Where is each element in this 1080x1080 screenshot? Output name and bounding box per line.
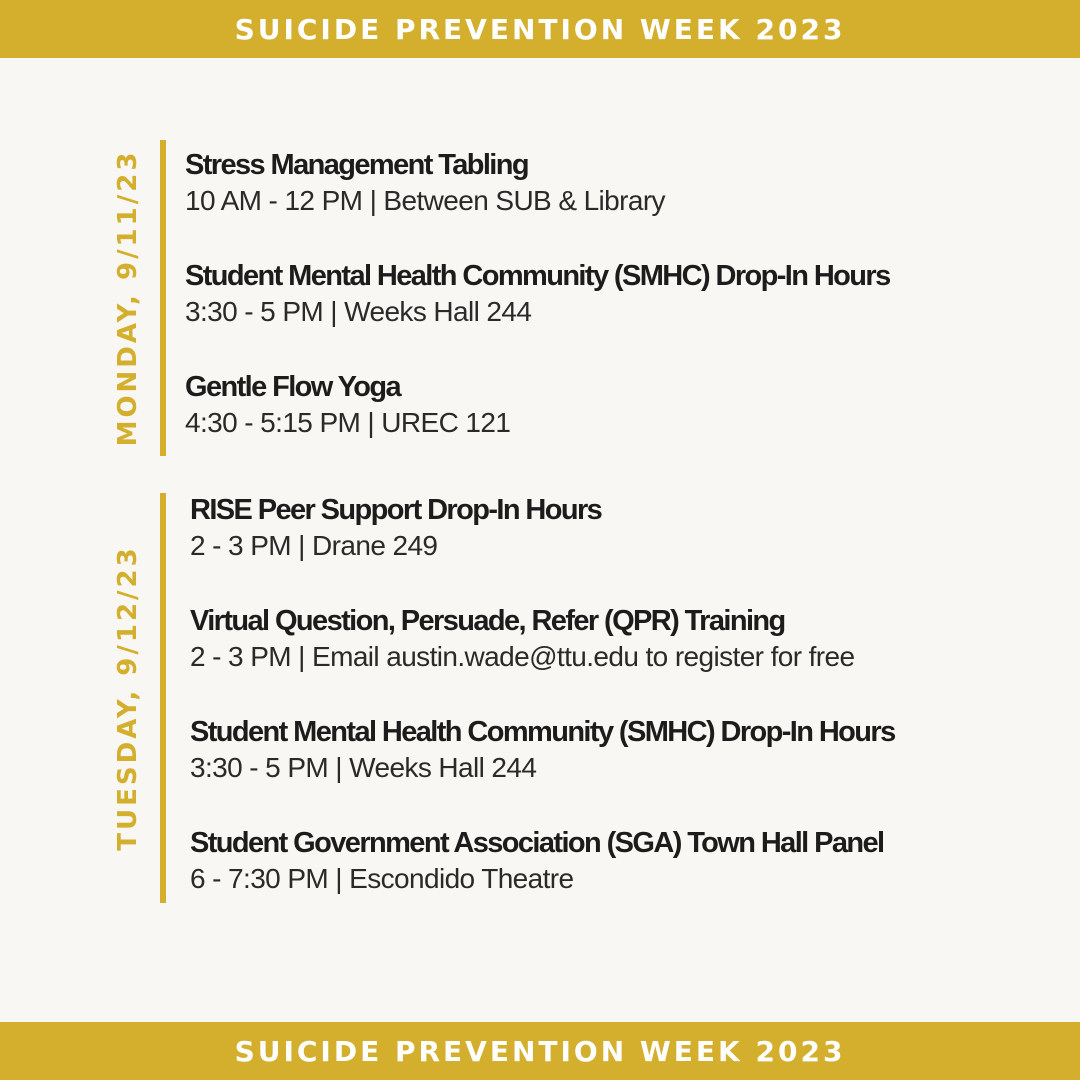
- day-divider-bar: [160, 140, 166, 456]
- day-label-monday: MONDAY, 9/11/23: [113, 149, 143, 447]
- event-detail: 2 - 3 PM | Drane 249: [190, 530, 438, 561]
- day-divider-bar: [160, 493, 166, 903]
- event-item: [190, 492, 990, 564]
- event-detail: 10 AM - 12 PM | Between SUB & Library: [185, 185, 665, 216]
- banner-title: SUICIDE PREVENTION WEEK 2023: [234, 12, 846, 46]
- event-item: [190, 714, 990, 786]
- event-detail: 6 - 7:30 PM | Escondido Theatre: [190, 863, 574, 894]
- banner-title: SUICIDE PREVENTION WEEK 2023: [234, 1034, 846, 1068]
- event-item: [190, 603, 990, 675]
- event-title: Virtual Question, Persuade, Refer (QPR) Training: [190, 605, 785, 637]
- event-detail: 2 - 3 PM | Email austin.wade@ttu.edu to register for free: [190, 641, 855, 672]
- event-title: Student Mental Health Community (SMHC) Drop-In Hours: [190, 716, 895, 748]
- bottom-banner: [0, 1022, 1080, 1080]
- event-item: [185, 369, 985, 441]
- event-title: Gentle Flow Yoga: [185, 371, 401, 403]
- event-item: [185, 147, 985, 219]
- event-detail: 3:30 - 5 PM | Weeks Hall 244: [190, 752, 537, 783]
- event-item: [190, 825, 990, 897]
- event-title: Student Mental Health Community (SMHC) Drop-In Hours: [185, 260, 890, 292]
- event-detail: 3:30 - 5 PM | Weeks Hall 244: [185, 296, 532, 327]
- event-title: RISE Peer Support Drop-In Hours: [190, 494, 602, 526]
- event-detail: 4:30 - 5:15 PM | UREC 121: [185, 407, 511, 438]
- event-item: [185, 258, 985, 330]
- event-title: Stress Management Tabling: [185, 149, 528, 181]
- event-title: Student Government Association (SGA) Town Hall Panel: [190, 827, 884, 859]
- day-label-tuesday: TUESDAY, 9/12/23: [113, 545, 143, 851]
- top-banner: [0, 0, 1080, 58]
